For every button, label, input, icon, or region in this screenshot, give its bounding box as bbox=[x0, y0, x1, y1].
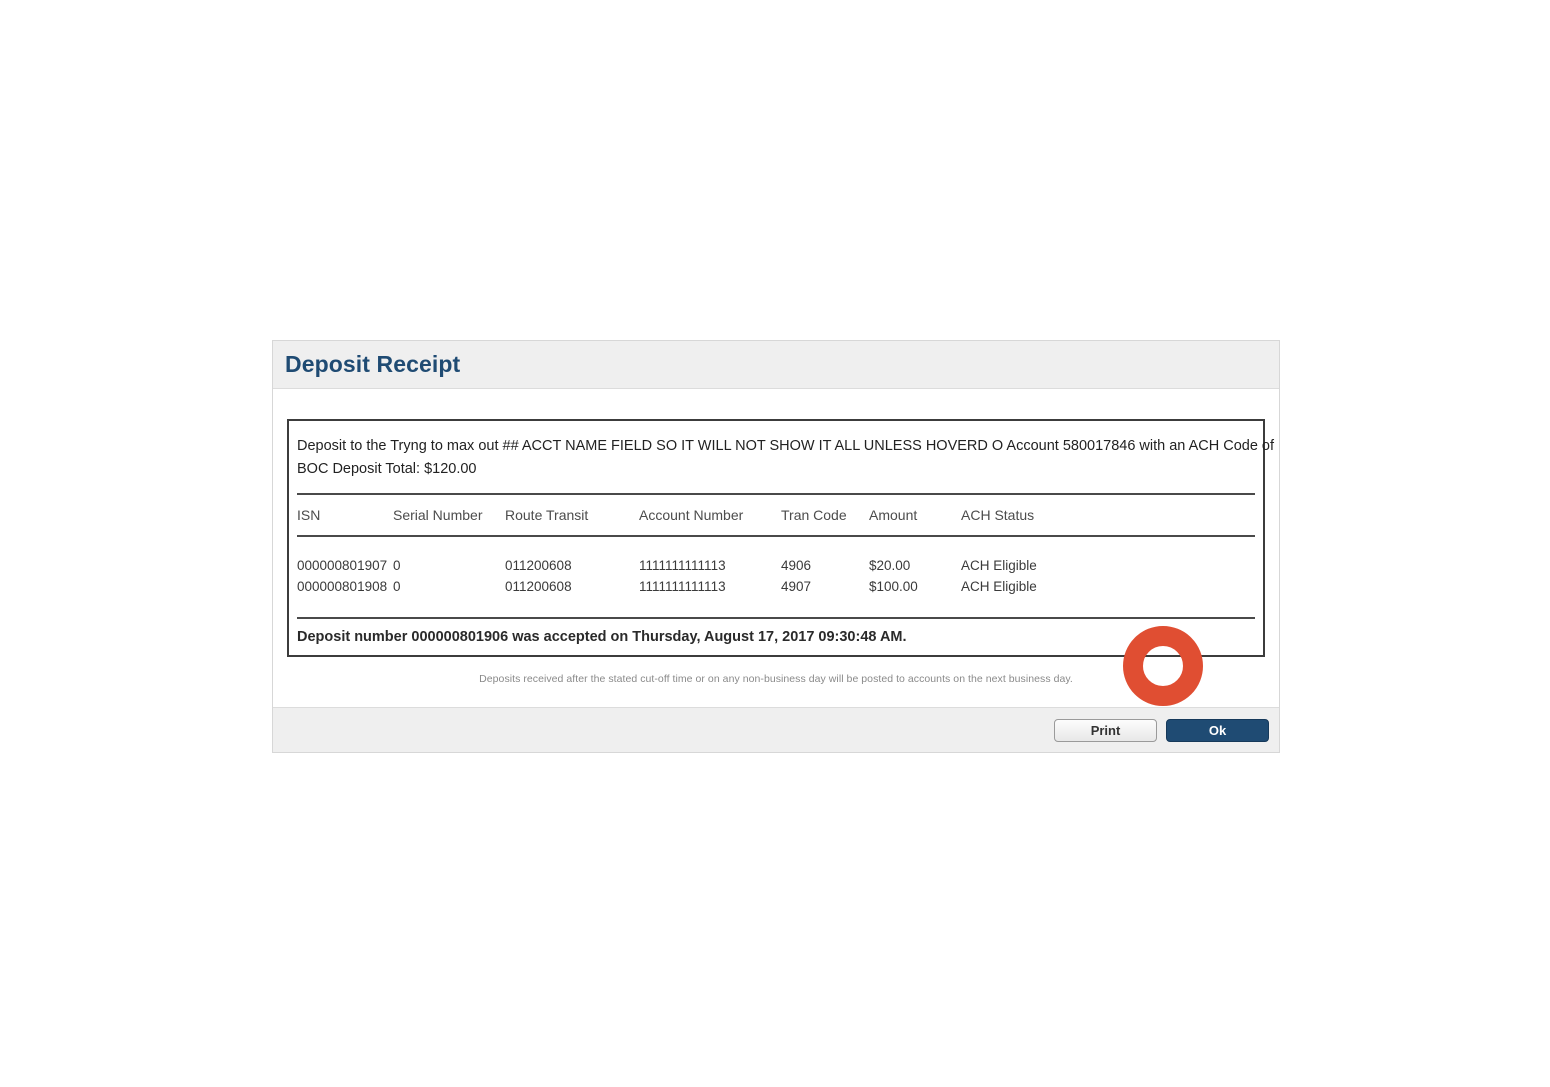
cell-ach-status: ACH Eligible bbox=[961, 579, 1037, 594]
deposit-receipt-dialog bbox=[272, 340, 1280, 753]
rows-spacer-top bbox=[289, 537, 1263, 555]
column-header-isn: ISN bbox=[297, 507, 321, 523]
dialog-footer bbox=[273, 707, 1279, 752]
column-header-account-number: Account Number bbox=[639, 507, 744, 523]
column-header-amount: Amount bbox=[869, 507, 918, 523]
column-header-route-transit: Route Transit bbox=[505, 507, 589, 523]
receipt-summary-line-1: Deposit to the Tryng to max out ## ACCT NAME FIELD SO IT WILL NOT SHOW IT ALL UNLESS HOVERD O Account 580017846 with an ACH Code of bbox=[297, 438, 1275, 454]
receipt-table bbox=[289, 495, 1263, 535]
receipt-table-body-wrapper bbox=[289, 537, 1263, 617]
ok-button[interactable]: Ok bbox=[1166, 719, 1269, 742]
table-row bbox=[289, 555, 1263, 576]
table-row bbox=[289, 576, 1263, 597]
deposit-disclaimer: Deposits received after the stated cut-off time or on any non-business day will be posted to accounts on the next business day. bbox=[479, 673, 1073, 685]
cell-amount: $100.00 bbox=[869, 579, 918, 594]
cell-tran-code: 4906 bbox=[781, 558, 812, 573]
column-header-serial-number: Serial Number bbox=[393, 507, 483, 523]
cell-tran-code: 4907 bbox=[781, 579, 812, 594]
deposit-accepted-message: Deposit number 000000801906 was accepted on Thursday, August 17, 2017 09:30:48 AM. bbox=[297, 629, 907, 645]
cell-ach-status: ACH Eligible bbox=[961, 558, 1037, 573]
column-header-tran-code: Tran Code bbox=[781, 507, 847, 523]
cell-serial-number: 0 bbox=[393, 579, 401, 594]
cell-account-number: 1111111111113 bbox=[639, 558, 726, 573]
cell-serial-number: 0 bbox=[393, 558, 401, 573]
cell-route-transit: 011200608 bbox=[505, 558, 572, 573]
receipt-table-body bbox=[289, 537, 1263, 617]
rows-spacer-bottom bbox=[289, 597, 1263, 617]
receipt-box bbox=[287, 419, 1275, 657]
column-header-ach-status: ACH Status bbox=[961, 507, 1035, 523]
print-button[interactable]: Print bbox=[1054, 719, 1157, 742]
cell-isn: 000000801907 bbox=[297, 558, 388, 573]
cell-isn: 000000801908 bbox=[297, 579, 388, 594]
cell-route-transit: 011200608 bbox=[505, 579, 572, 594]
receipt-table-head bbox=[289, 495, 1263, 535]
receipt-summary bbox=[289, 421, 1275, 493]
receipt-summary-line-2: BOC Deposit Total: $120.00 bbox=[297, 461, 477, 477]
dialog-body bbox=[273, 389, 1279, 685]
page-title: Deposit Receipt bbox=[285, 351, 461, 377]
dialog-titlebar bbox=[273, 341, 1279, 389]
cell-account-number: 1111111111113 bbox=[639, 579, 726, 594]
cell-amount: $20.00 bbox=[869, 558, 911, 573]
table-header-row bbox=[289, 495, 1263, 535]
